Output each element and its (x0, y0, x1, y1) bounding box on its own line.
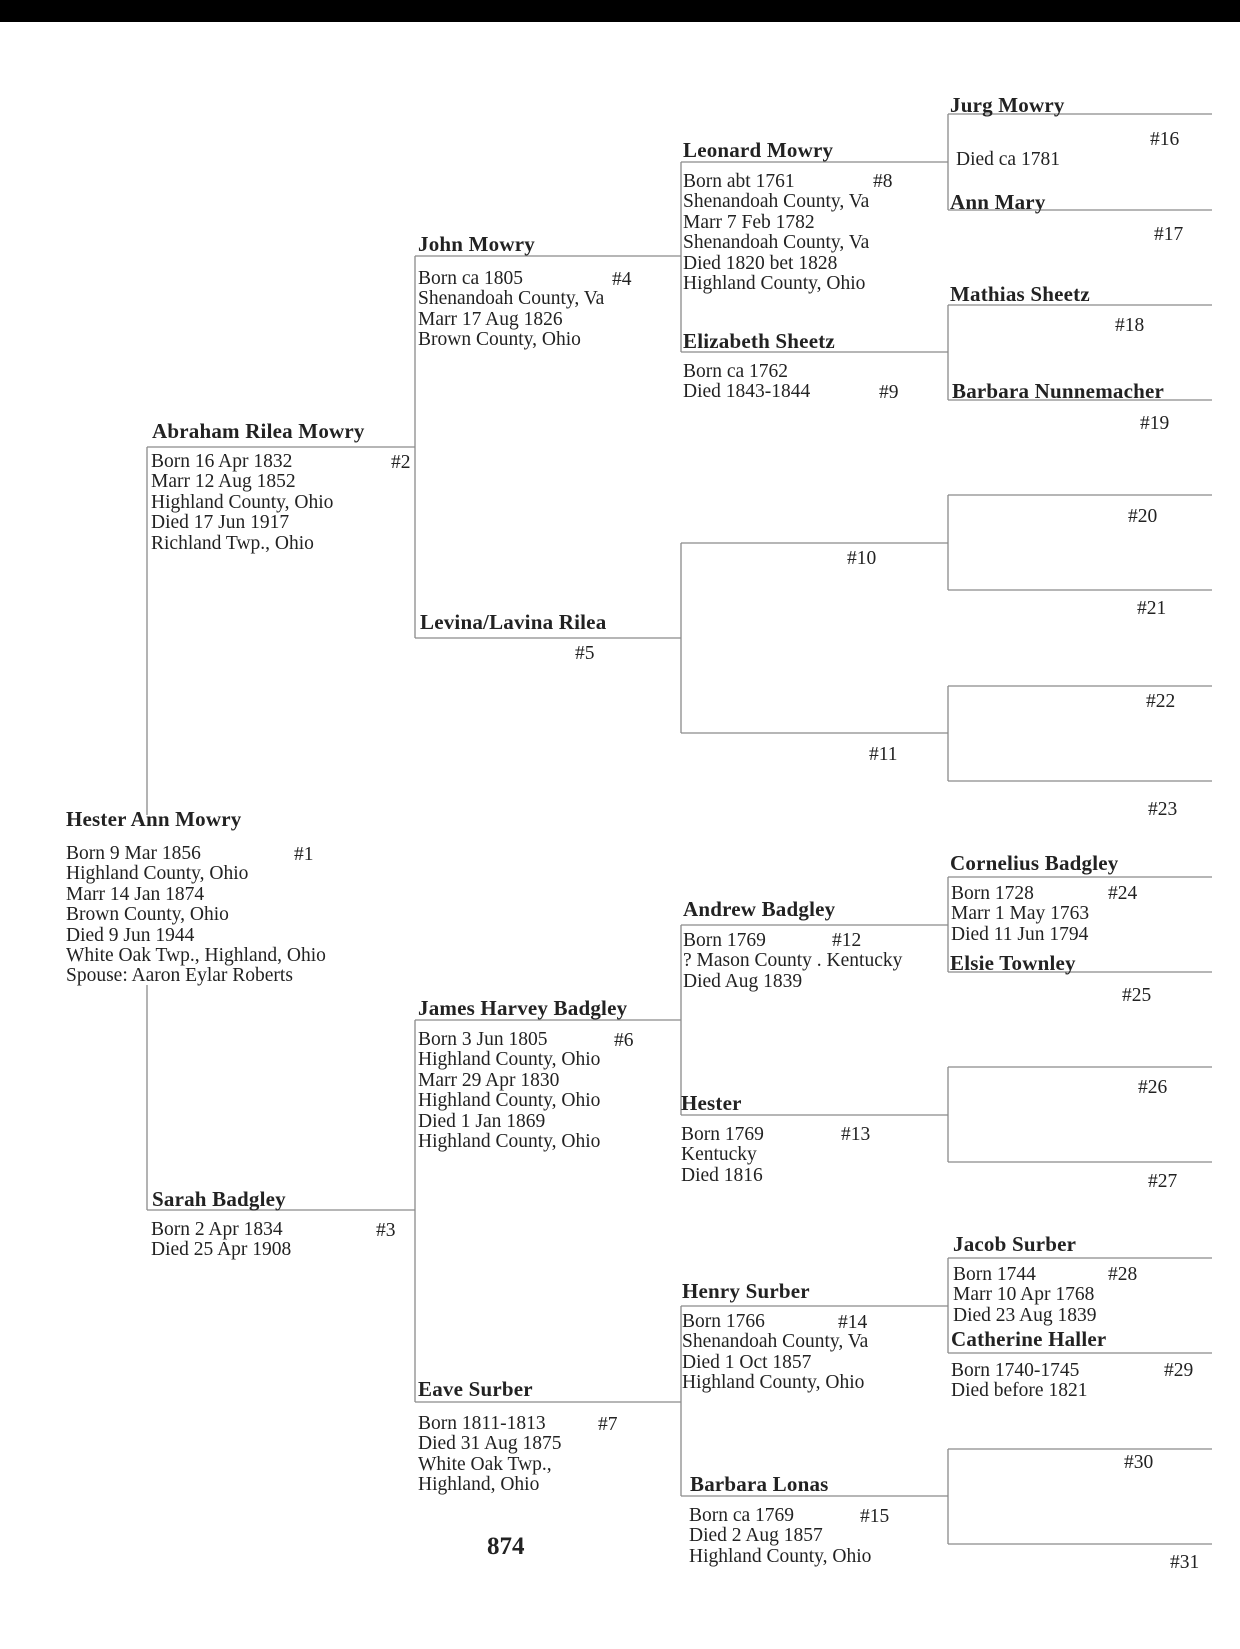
person-7-name: Eave Surber (418, 1377, 533, 1401)
detail-line: Born 2 Apr 1834 (151, 1219, 283, 1240)
person-12-details (683, 931, 902, 992)
person-1-details (66, 844, 326, 987)
detail-line: White Oak Twp., (418, 1453, 552, 1475)
person-1-name: Hester Ann Mowry (66, 807, 242, 831)
detail-line: Died 9 Jun 1944 (66, 924, 195, 946)
person-12-name: Andrew Badgley (683, 897, 836, 921)
person-27-number: #27 (1148, 1171, 1178, 1192)
person-30-number: #30 (1124, 1452, 1154, 1473)
detail-line: Highland County, Ohio (418, 1049, 601, 1071)
person-3-number: #3 (376, 1220, 396, 1241)
person-7-number: #7 (598, 1414, 618, 1435)
person-24-details (951, 884, 1089, 945)
person-2-details (151, 452, 333, 554)
person-8-number: #8 (873, 171, 893, 192)
detail-line: Highland County, Ohio (689, 1545, 872, 1567)
person-18-name: Mathias Sheetz (950, 282, 1090, 306)
person-17-name: Ann Mary (950, 190, 1046, 214)
detail-line: Highland County, Ohio (682, 1372, 865, 1394)
detail-line: Born abt 1761 (683, 171, 795, 192)
person-4-number: #4 (612, 269, 632, 290)
detail-line: Highland County, Ohio (418, 1090, 601, 1112)
detail-line: Born 1766 (682, 1311, 765, 1332)
detail-line: Marr 17 Aug 1826 (418, 308, 563, 330)
person-3-details (151, 1220, 291, 1261)
detail-line: Born ca 1805 (418, 268, 524, 289)
detail-line: Died before 1821 (951, 1380, 1088, 1402)
person-12-number: #12 (832, 930, 862, 951)
detail-line: Marr 14 Jan 1874 (66, 883, 205, 905)
person-7-details (418, 1414, 562, 1496)
detail-line: Highland County, Ohio (683, 273, 866, 295)
detail-line: Born 1728 (951, 883, 1034, 904)
detail-line: Born 1744 (953, 1264, 1036, 1285)
detail-line: Highland County, Ohio (418, 1131, 601, 1153)
person-9-name: Elizabeth Sheetz (683, 329, 835, 353)
detail-line: Marr 29 Apr 1830 (418, 1069, 560, 1091)
person-29-number: #29 (1164, 1360, 1194, 1381)
person-19-name: Barbara Nunnemacher (952, 379, 1165, 403)
detail-line: Highland County, Ohio (66, 863, 249, 885)
person-9-details (683, 362, 810, 403)
page-number: 874 (487, 1533, 525, 1560)
person-31-number: #31 (1170, 1552, 1200, 1573)
person-2-name: Abraham Rilea Mowry (152, 419, 365, 443)
person-15-details (689, 1506, 871, 1567)
person-17-number: #17 (1154, 224, 1184, 245)
detail-line: Born 16 Apr 1832 (151, 451, 293, 472)
person-25-name: Elsie Townley (950, 951, 1076, 975)
person-19-number: #19 (1140, 413, 1170, 434)
person-23-number: #23 (1148, 799, 1178, 820)
detail-line: Marr 7 Feb 1782 (683, 211, 815, 233)
detail-line: Brown County, Ohio (66, 904, 229, 926)
person-6-name: James Harvey Badgley (418, 996, 628, 1020)
detail-line: Died 31 Aug 1875 (418, 1433, 562, 1455)
person-13-details (681, 1125, 764, 1186)
person-21-number: #21 (1137, 598, 1167, 619)
detail-line: Richland Twp., Ohio (151, 532, 314, 554)
detail-line: Died 25 Apr 1908 (151, 1239, 292, 1261)
person-6-details (418, 1030, 600, 1152)
detail-line: Born 1769 (683, 930, 766, 951)
detail-line: Brown County, Ohio (418, 329, 581, 351)
detail-line: Died 11 Jun 1794 (951, 923, 1089, 945)
detail-line: Spouse: Aaron Eylar Roberts (66, 965, 293, 987)
detail-line: Died 1 Jan 1869 (418, 1110, 546, 1132)
person-13-name: Hester (681, 1091, 742, 1115)
detail-line: Marr 10 Apr 1768 (953, 1284, 1095, 1306)
detail-line: Kentucky (681, 1144, 757, 1166)
detail-line: Born 9 Mar 1856 (66, 843, 201, 864)
detail-line: Shenandoah County, Va (683, 232, 870, 254)
detail-line: Died ca 1781 (956, 149, 1060, 170)
person-2-number: #2 (391, 452, 411, 473)
person-8-details (683, 172, 869, 294)
person-14-name: Henry Surber (682, 1279, 810, 1303)
person-20-number: #20 (1128, 506, 1158, 527)
detail-line: Highland County, Ohio (151, 491, 334, 513)
detail-line: Marr 12 Aug 1852 (151, 471, 296, 493)
person-29-name: Catherine Haller (951, 1327, 1107, 1351)
detail-line: Died 2 Aug 1857 (689, 1525, 823, 1547)
detail-line: Died 1843-1844 (683, 381, 811, 403)
person-9-number: #9 (879, 382, 899, 403)
detail-line: Born 3 Jun 1805 (418, 1029, 548, 1050)
person-28-name: Jacob Surber (953, 1232, 1077, 1256)
detail-line: Died 1816 (681, 1164, 763, 1186)
person-13-number: #13 (841, 1124, 871, 1145)
detail-line: Shenandoah County, Va (682, 1331, 869, 1353)
person-5-number: #5 (575, 643, 595, 664)
person-1-number: #1 (294, 844, 314, 865)
detail-line: Died 17 Jun 1917 (151, 512, 290, 534)
person-25-number: #25 (1122, 985, 1152, 1006)
person-29-details (951, 1361, 1087, 1402)
detail-line: Born 1769 (681, 1124, 764, 1145)
detail-line: Marr 1 May 1763 (951, 903, 1090, 925)
person-24-number: #24 (1108, 883, 1138, 904)
detail-line: ? Mason County . Kentucky (683, 950, 903, 972)
person-4-name: John Mowry (418, 232, 535, 256)
person-6-number: #6 (614, 1030, 634, 1051)
person-22-number: #22 (1146, 691, 1176, 712)
person-15-name: Barbara Lonas (690, 1472, 829, 1496)
person-5-name: Levina/Lavina Rilea (420, 610, 607, 634)
detail-line: Died 1820 bet 1828 (683, 252, 838, 274)
person-26-number: #26 (1138, 1077, 1168, 1098)
detail-line: Highland, Ohio (418, 1474, 540, 1496)
person-15-number: #15 (860, 1506, 890, 1527)
person-16-number: #16 (1150, 129, 1180, 150)
person-14-number: #14 (838, 1312, 868, 1333)
detail-line: Shenandoah County, Va (683, 191, 870, 213)
detail-line: Born 1740-1745 (951, 1360, 1080, 1381)
person-28-details (953, 1265, 1097, 1326)
detail-line: Shenandoah County, Va (418, 288, 605, 310)
detail-line: Born ca 1769 (689, 1505, 795, 1526)
person-16-details (956, 150, 1060, 170)
detail-line: Born ca 1762 (683, 361, 789, 382)
person-18-number: #18 (1115, 315, 1145, 336)
person-24-name: Cornelius Badgley (950, 851, 1119, 875)
detail-line: Died Aug 1839 (683, 970, 803, 992)
person-8-name: Leonard Mowry (683, 138, 834, 162)
detail-line: Died 1 Oct 1857 (682, 1351, 812, 1373)
person-16-name: Jurg Mowry (950, 93, 1065, 117)
detail-line: Died 23 Aug 1839 (953, 1304, 1097, 1326)
detail-line: Born 1811-1813 (418, 1413, 546, 1434)
person-11-number: #11 (869, 744, 898, 765)
person-3-name: Sarah Badgley (152, 1187, 286, 1211)
person-28-number: #28 (1108, 1264, 1138, 1285)
person-10-number: #10 (847, 548, 877, 569)
detail-line: White Oak Twp., Highland, Ohio (66, 945, 326, 967)
person-4-details (418, 269, 604, 351)
